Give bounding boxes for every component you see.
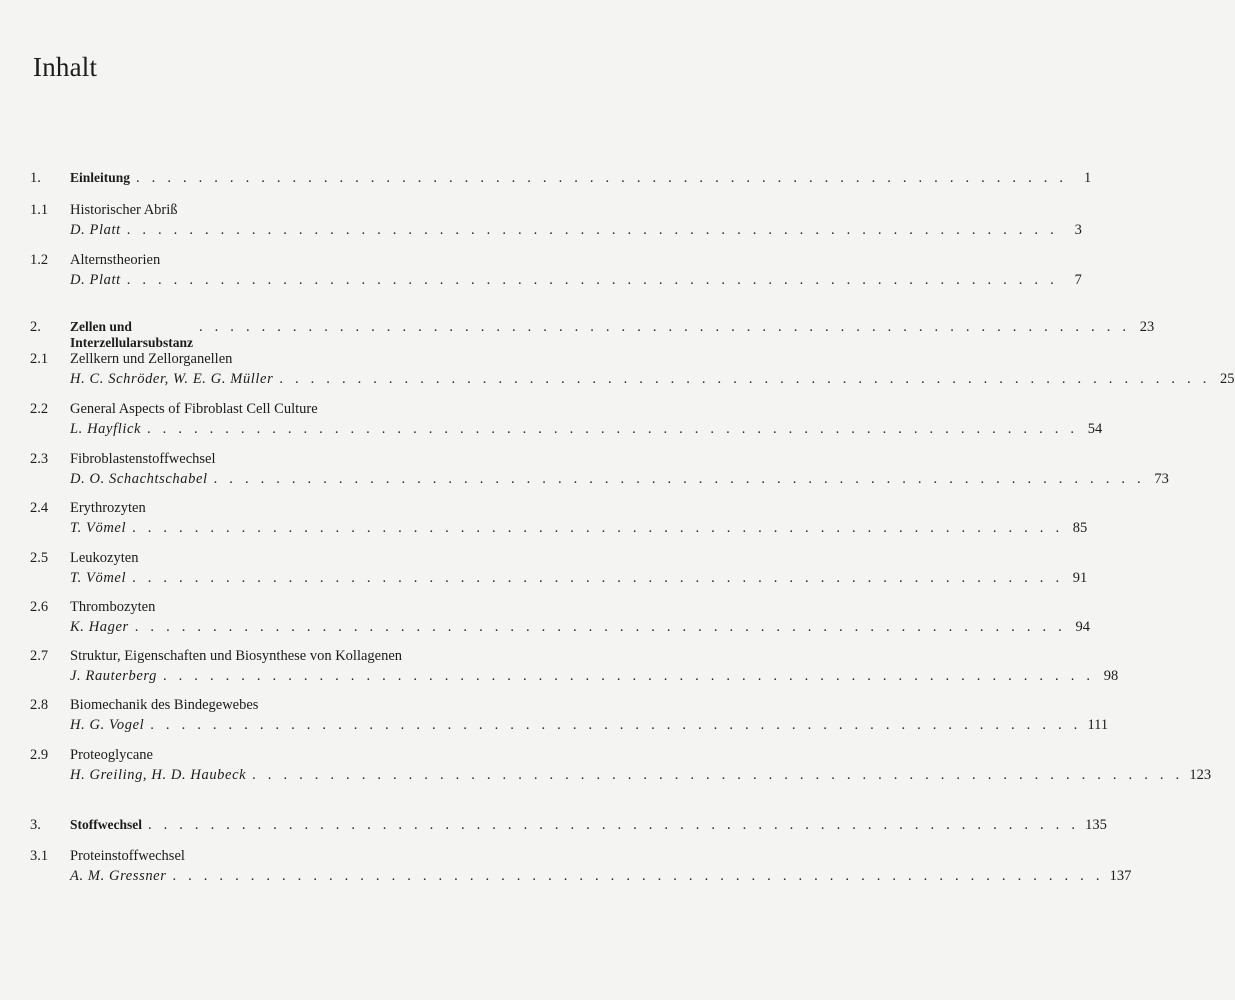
entry-number: 2.8 [30,697,49,713]
page-number: 3 [1074,222,1082,238]
entry-number: 2.2 [30,401,49,417]
page-number: 111 [1087,717,1109,733]
page-number: 25 [1220,371,1235,387]
entry-author: H. G. Vogel [70,717,145,733]
leader-dots: . . . . . . . . . . . . . . . . . . . . . . . . . . . . . . . . . . . . . . . . . . . . . . . . . . . . . . . . . . . . [172,868,1104,884]
toc-entry-2-8 [30,697,1109,737]
entry-title: Thrombozyten [70,599,156,615]
entry-number: 3. [30,817,41,833]
entry-title: General Aspects of Fibroblast Cell Culture [70,401,318,417]
toc-entry-2-4 [30,500,1088,540]
entry-number: 2.5 [30,550,49,566]
page-number: 98 [1103,668,1119,684]
entry-author: T. Vömel [70,520,127,536]
entry-number: 2.4 [30,500,49,516]
entry-author: J. Rauterberg [70,668,157,684]
entry-number: 1.2 [30,252,49,268]
page-number: 137 [1109,868,1132,884]
entry-title: Biomechanik des Bindegewebes [70,697,259,713]
entry-title: Leukozyten [70,550,139,566]
entry-number: 1.1 [30,202,49,218]
entry-title: Erythrozyten [70,500,146,516]
entry-number: 2.9 [30,747,49,763]
entry-author: D. O. Schachtschabel [70,471,208,487]
entry-title: Zellen und Interzellularsubstanz [70,319,193,350]
leader-dots: . . . . . . . . . . . . . . . . . . . . . . . . . . . . . . . . . . . . . . . . . . . . . . . . . . . . . . . . . . . . [150,717,1082,733]
entry-number: 2. [30,319,41,335]
entry-number: 2.6 [30,599,49,615]
leader-dots: . . . . . . . . . . . . . . . . . . . . . . . . . . . . . . . . . . . . . . . . . . . . . . . . . . . . . . . . . . . . [163,668,1095,684]
entry-number: 1. [30,170,41,186]
leader-dots: . . . . . . . . . . . . . . . . . . . . . . . . . . . . . . . . . . . . . . . . . . . . . . . . . . . . . . . . . . . . [252,767,1184,783]
entry-title: Fibroblastenstoffwechsel [70,451,216,467]
leader-dots: . . . . . . . . . . . . . . . . . . . . . . . . . . . . . . . . . . . . . . . . . . . . . . . . . . . . . . . . . . . . [147,817,1080,833]
entry-title: Zellkern und Zellorganellen [70,351,233,367]
leader-dots: . . . . . . . . . . . . . . . . . . . . . . . . . . . . . . . . . . . . . . . . . . . . . . . . . . . . . . . . . . . . [199,319,1131,335]
page-number: 123 [1189,767,1212,783]
page-number: 23 [1139,319,1155,335]
entry-title: Einleitung [70,170,131,185]
toc-entry-2-1 [30,351,1235,391]
entry-title: Struktur, Eigenschaften und Biosynthese von Kollagenen [70,648,403,664]
leader-dots: . . . . . . . . . . . . . . . . . . . . . . . . . . . . . . . . . . . . . . . . . . . . . . . . . . . . . . . . . . . . [213,471,1145,487]
entry-title: Proteinstoffwechsel [70,848,185,864]
page-number: 73 [1154,471,1169,487]
toc-entry-2-9 [30,747,1212,787]
toc-entry-2-2 [30,401,1103,441]
toc-chapter-1 [30,170,1092,190]
page-number: 94 [1075,619,1090,635]
entry-number: 2.3 [30,451,49,467]
page-number: 7 [1074,272,1082,288]
leader-dots: . . . . . . . . . . . . . . . . . . . . . . . . . . . . . . . . . . . . . . . . . . . . . . . . . . . . . . . . . . . . [134,619,1066,635]
entry-title: Stoffwechsel [70,817,142,832]
entry-author: D. Platt [70,222,121,238]
page-number: 135 [1085,817,1107,833]
leader-dots: . . . . . . . . . . . . . . . . . . . . . . . . . . . . . . . . . . . . . . . . . . . . . . . . . . . . . . . . . . . . [132,520,1064,536]
toc-chapter-3 [30,817,1107,837]
entry-title: Proteoglycane [70,747,153,763]
leader-dots: . . . . . . . . . . . . . . . . . . . . . . . . . . . . . . . . . . . . . . . . . . . . . . . . . . . . . . . . . . . . [136,170,1068,186]
page-title: Inhalt [33,52,98,82]
entry-author: A. M. Gressner [70,868,167,884]
entry-title: Alternstheorien [70,252,161,268]
entry-title: Historischer Abriß [70,202,178,218]
page-number: 1 [1083,170,1092,186]
entry-author: D. Platt [70,272,121,288]
entry-author: H. Greiling, H. D. Haubeck [70,767,247,783]
toc-entry-2-7 [30,648,1119,688]
leader-dots: . . . . . . . . . . . . . . . . . . . . . . . . . . . . . . . . . . . . . . . . . . . . . . . . . . . . . . . . . . . . [279,371,1211,387]
leader-dots: . . . . . . . . . . . . . . . . . . . . . . . . . . . . . . . . . . . . . . . . . . . . . . . . . . . . . . . . . . . . [132,570,1064,586]
toc-entry-2-3 [30,451,1169,491]
toc-entry-2-6 [30,599,1090,639]
page-number: 85 [1072,520,1088,536]
leader-dots: . . . . . . . . . . . . . . . . . . . . . . . . . . . . . . . . . . . . . . . . . . . . . . . . . . . . . . . . . . . . [126,222,1058,238]
toc-entry-1-1 [30,202,1082,242]
entry-number: 2.1 [30,351,49,367]
entry-number: 3.1 [30,848,49,864]
entry-number: 2.7 [30,648,49,664]
toc-chapter-2 [30,319,1155,350]
entry-author: L. Hayflick [70,421,142,437]
leader-dots: . . . . . . . . . . . . . . . . . . . . . . . . . . . . . . . . . . . . . . . . . . . . . . . . . . . . . . . . . . . . [147,421,1079,437]
entry-author: H. C. Schröder, W. E. G. Müller [70,371,274,387]
toc-entry-1-2 [30,252,1082,292]
entry-author: K. Hager [70,619,129,635]
toc-entry-2-5 [30,550,1088,590]
page-number: 54 [1087,421,1103,437]
entry-author: T. Vömel [70,570,127,586]
page-number: 91 [1072,570,1088,586]
toc-entry-3-1 [30,848,1132,888]
leader-dots: . . . . . . . . . . . . . . . . . . . . . . . . . . . . . . . . . . . . . . . . . . . . . . . . . . . . . . . . . . . . [126,272,1058,288]
